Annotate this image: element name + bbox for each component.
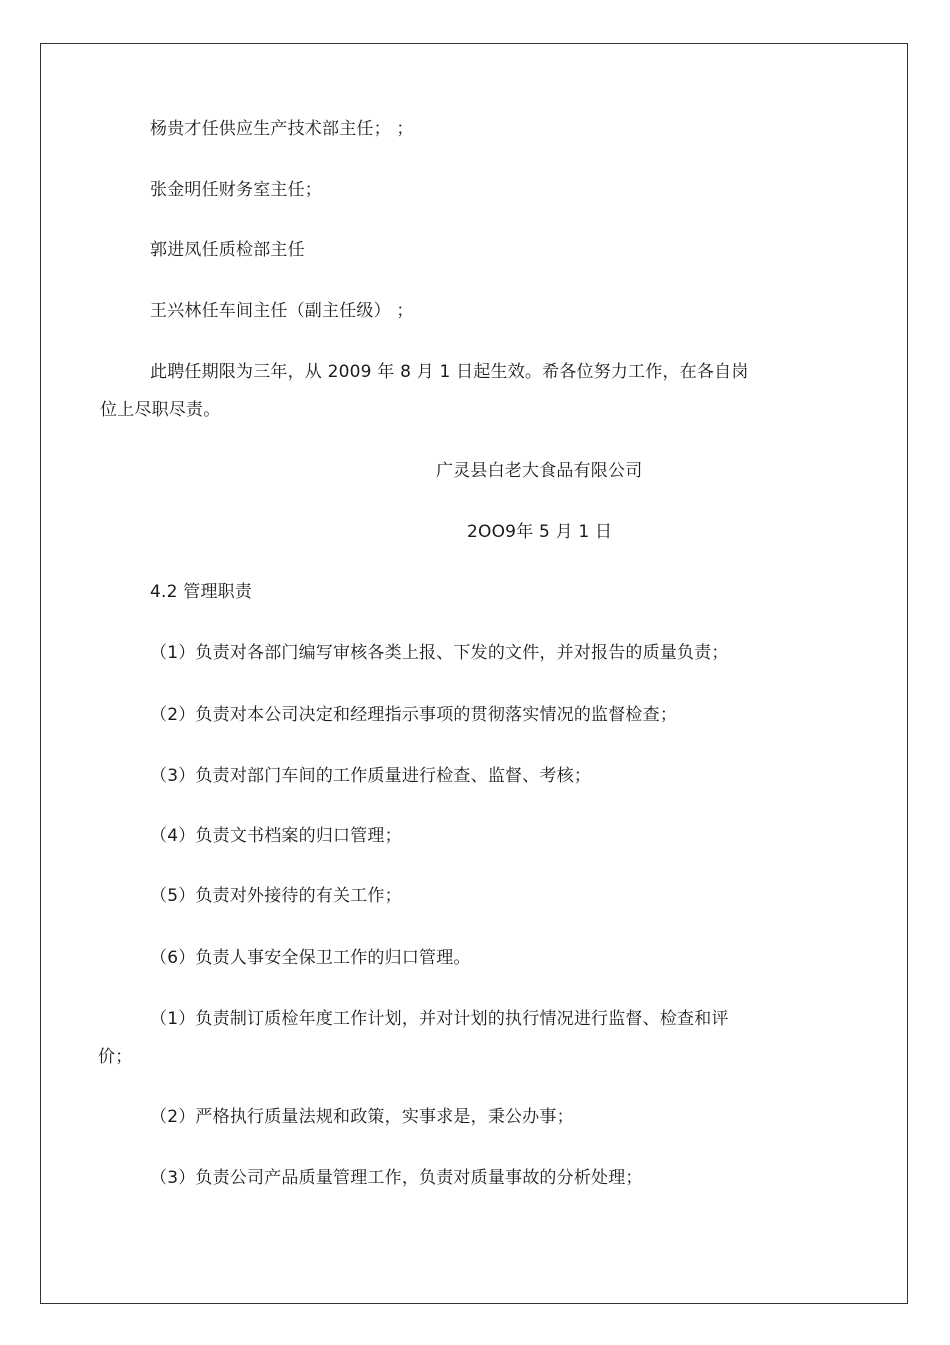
list-item: （3）负责公司产品质量管理工作，负责对质量事故的分析处理； [150,1168,643,1188]
list-item: （4）负责文书档案的归口管理； [150,826,402,846]
list-item: （2）负责对本公司决定和经理指示事项的贯彻落实情况的监督检查； [150,705,678,725]
list-item: （5）负责对外接待的有关工作； [150,886,402,906]
list-item: （1）负责制订质检年度工作计划，并对计划的执行情况进行监督、检查和评 [150,1009,729,1029]
company-signature: 广灵县白老大食品有限公司 [436,461,643,481]
term-paragraph-line-1: 此聘任期限为三年，从 2009 年 8 月 1 日起生效。希各位努力工作，在各自岗 [150,362,749,382]
appointment-line: 郭进凤任质检部主任 [150,240,305,260]
appointment-line: 王兴林任车间主任（副主任级） ； [150,301,414,321]
term-paragraph-line-2: 位上尽职尽责。 [100,400,221,420]
list-item: （2）严格执行质量法规和政策，实事求是，秉公办事； [150,1107,574,1127]
signature-date: 2OO9年 5 月 1 日 [467,522,613,542]
list-item: （3）负责对部门车间的工作质量进行检查、监督、考核； [150,766,592,786]
list-item: （1）负责对各部门编写审核各类上报、下发的文件，并对报告的质量负责； [150,643,729,663]
appointment-line: 杨贵才任供应生产技术部主任； ； [150,119,414,139]
list-item: （6）负责人事安全保卫工作的归口管理。 [150,948,471,968]
list-item-continuation: 价； [98,1047,133,1067]
section-heading: 4.2 管理职责 [150,582,253,602]
appointment-line: 张金明任财务室主任； [150,180,322,200]
